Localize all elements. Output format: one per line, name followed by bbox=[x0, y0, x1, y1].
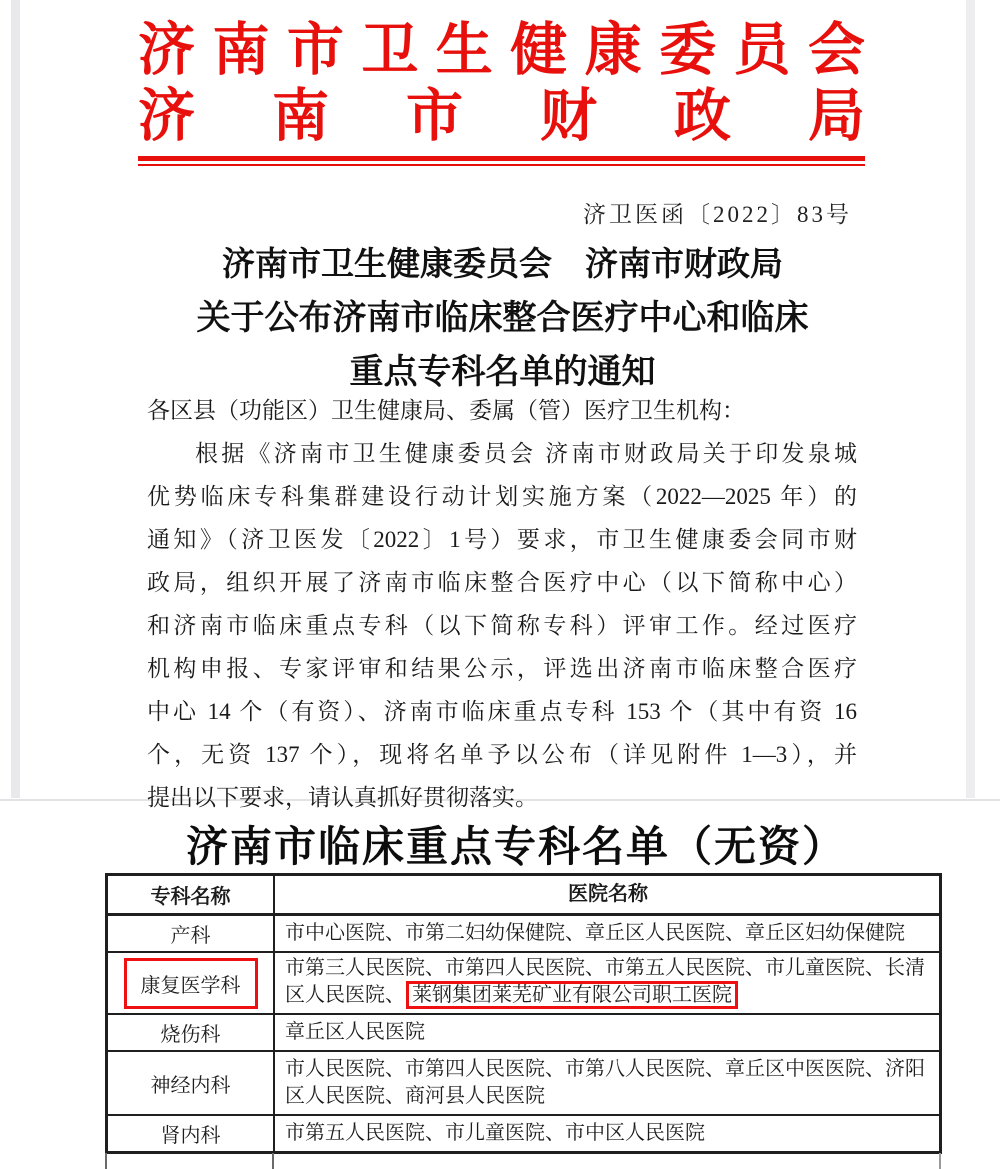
body-line: 个，无资 137 个），现将名单予以公布（详见附件 1—3），并 bbox=[147, 742, 857, 767]
letterhead-org-line-1: 济 南 市 卫 生 健 康 委 员 会 bbox=[138, 19, 865, 82]
letterhead-rule-thick bbox=[138, 156, 865, 161]
hospitals-cell: 章丘区人民医院 bbox=[285, 1021, 425, 1043]
hospitals-text: 市第三人民医院、市第四人民医院、市第五人民医院、市儿童医院、长清区人民医院、 bbox=[285, 957, 925, 1006]
table-partial-row-border bbox=[272, 1153, 274, 1169]
hospitals-cell: 市中心医院、市第二妇幼保健院、章丘区人民医院、章丘区妇幼保健院 bbox=[285, 922, 905, 944]
hospitals-cell bbox=[275, 953, 939, 1013]
specialty-cell: 肾内科 bbox=[108, 1116, 275, 1151]
red-annotation-box-hospital: 莱钢集团莱芜矿业有限公司职工医院 bbox=[406, 981, 738, 1009]
specialty-cell: 烧伤科 bbox=[108, 1015, 275, 1050]
notice-title-line-1: 济南市卫生健康委员会 济南市财政局 bbox=[222, 247, 783, 283]
specialty-cell bbox=[108, 953, 275, 1013]
letterhead-org-line-2: 济 南 市 财 政 局 bbox=[138, 85, 865, 148]
document-number: 济卫医函〔2022〕83号 bbox=[583, 202, 852, 227]
notice-title-line-3: 重点专科名单的通知 bbox=[349, 354, 656, 391]
specialty-table bbox=[105, 873, 942, 1154]
body-line: 根据《济南市卫生健康委员会 济南市财政局关于印发泉城 bbox=[195, 441, 857, 466]
specialty-list-title: 济南市临床重点专科名单（无资） bbox=[185, 825, 846, 871]
body-line: 提出以下要求，请认真抓好贯彻落实。 bbox=[147, 785, 538, 810]
notice-body bbox=[147, 437, 857, 824]
body-line: 优势临床专科集群建设行动计划实施方案（2022—2025 年）的 bbox=[147, 484, 857, 509]
body-line: 通知》（济卫医发〔2022〕1号）要求，市卫生健康委会同市财 bbox=[147, 527, 857, 552]
table-row-nephrology bbox=[108, 1114, 939, 1151]
table-partial-row-border bbox=[105, 1153, 107, 1169]
table-header-row bbox=[108, 876, 939, 914]
body-line: 政局，组织开展了济南市临床整合医疗中心（以下简称中心） bbox=[147, 570, 857, 595]
table-partial-row-border bbox=[939, 1153, 941, 1169]
red-annotation-box-specialty: 康复医学科 bbox=[124, 958, 258, 1009]
scan-edge-strip-right bbox=[966, 0, 975, 798]
body-line: 和济南市临床重点专科（以下简称专科）评审工作。经过医疗 bbox=[147, 613, 857, 638]
table-header-specialty: 专科名称 bbox=[108, 876, 275, 913]
hospitals-cell: 市人民医院、市第四人民医院、市第八人民医院、章丘区中医医院、济阳区人民医院、商河县人民医院 bbox=[285, 1058, 925, 1107]
hospitals-cell: 市第五人民医院、市儿童医院、市中区人民医院 bbox=[285, 1122, 705, 1144]
table-row-rehabilitation bbox=[108, 951, 939, 1013]
specialty-cell: 神经内科 bbox=[108, 1052, 275, 1114]
specialty-cell: 产科 bbox=[108, 916, 275, 951]
table-row-obstetrics bbox=[108, 914, 939, 951]
table-row-burns bbox=[108, 1013, 939, 1050]
letterhead-rule-thin bbox=[138, 164, 865, 166]
salutation-line: 各区县（功能区）卫生健康局、委属（管）医疗卫生机构： bbox=[147, 398, 745, 423]
table-row-neurology bbox=[108, 1050, 939, 1114]
body-line: 中心 14 个（有资）、济南市临床重点专科 153 个（其中有资 16 bbox=[147, 699, 857, 724]
body-line: 机构申报、专家评审和结果公示，评选出济南市临床整合医疗 bbox=[147, 656, 857, 681]
notice-title-line-2: 关于公布济南市临床整合医疗中心和临床 bbox=[196, 300, 809, 337]
table-header-hospitals: 医院名称 bbox=[568, 883, 648, 905]
scan-edge-strip-left bbox=[11, 0, 20, 798]
